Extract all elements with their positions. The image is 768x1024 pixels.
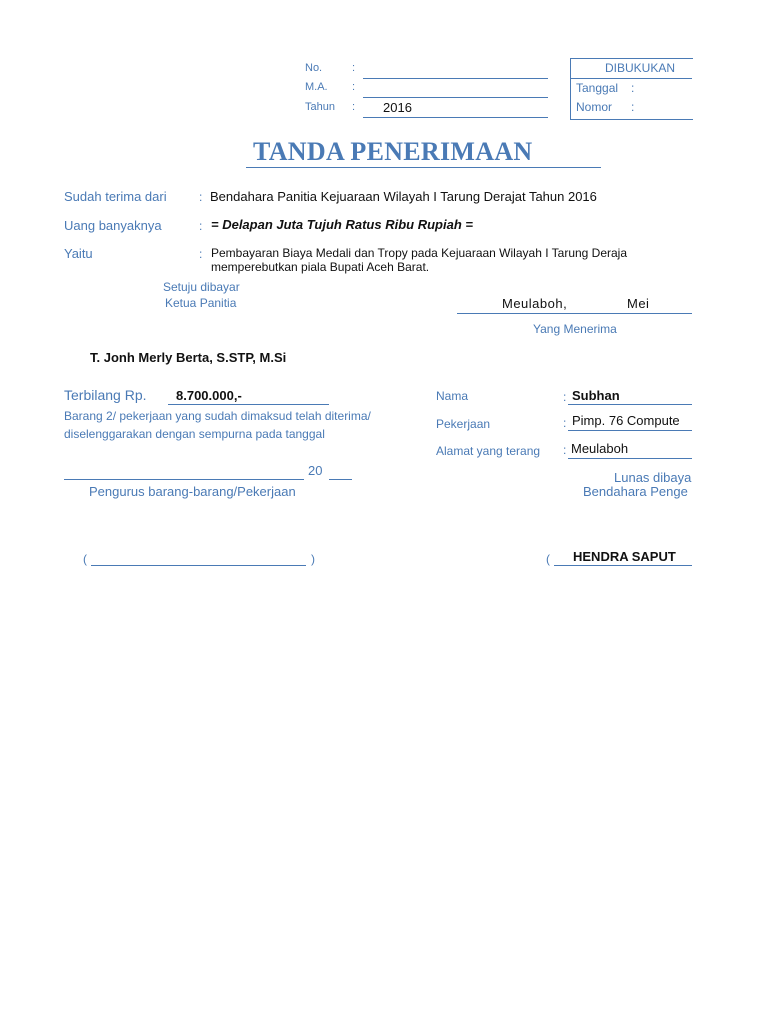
- alamat-label: Alamat yang terang: [436, 444, 541, 458]
- nama-colon: :: [563, 390, 567, 404]
- nama-label: Nama: [436, 389, 469, 403]
- no-label: No.: [305, 62, 323, 74]
- uang-banyaknya-label: Uang banyaknya: [64, 218, 162, 233]
- pekerjaan-label: Pekerjaan: [436, 417, 491, 431]
- year-prefix: 20: [308, 463, 323, 478]
- uang-banyaknya-value: = Delapan Juta Tujuh Ratus Ribu Rupiah =: [211, 217, 473, 232]
- lunas-label: Lunas dibaya: [614, 470, 692, 485]
- left-paren-open: (: [83, 552, 87, 566]
- dibukukan-title: DIBUKUKAN: [605, 61, 676, 75]
- yaitu-colon: :: [199, 247, 203, 261]
- ma-label: M.A.: [305, 81, 328, 93]
- ma-line: [363, 97, 548, 98]
- pekerjaan-line: [568, 430, 692, 431]
- dibukukan-divider: [570, 78, 692, 79]
- tanggal-label: Tanggal: [576, 81, 619, 95]
- nama-line: [568, 404, 692, 405]
- bendahara-name: HENDRA SAPUT: [573, 549, 676, 564]
- tahun-colon: :: [352, 101, 356, 113]
- sudah-terima-dari-label: Sudah terima dari: [64, 189, 167, 204]
- sudah-terima-dari-value: Bendahara Panitia Kejuaraan Wilayah I Tarung Derajat Tahun 2016: [210, 189, 597, 204]
- pekerjaan-colon: :: [563, 416, 567, 430]
- pengurus-signature-line: [91, 565, 306, 566]
- city-label: Meulaboh,: [502, 296, 568, 311]
- yaitu-label: Yaitu: [64, 246, 93, 261]
- ma-colon: :: [352, 81, 356, 93]
- alamat-line: [568, 458, 692, 459]
- nomor-colon: :: [631, 100, 635, 114]
- ketua-panitia: Ketua Panitia: [165, 296, 237, 310]
- delivery-date-line: [64, 479, 304, 480]
- nama-value: Subhan: [572, 388, 620, 403]
- setuju-dibayar: Setuju dibayar: [163, 280, 240, 294]
- amount-line: [168, 404, 329, 405]
- page-title: TANDA PENERIMAAN: [253, 137, 533, 166]
- right-paren-open: (: [546, 552, 550, 566]
- ketua-name: T. Jonh Merly Berta, S.STP, M.Si: [90, 350, 287, 365]
- tahun-value: 2016: [383, 100, 412, 115]
- note-line-1: Barang 2/ pekerjaan yang sudah dimaksud telah diterima/: [64, 409, 371, 423]
- no-line: [363, 78, 548, 79]
- sudah-terima-colon: :: [199, 190, 203, 204]
- yaitu-line-2: memperebutkan piala Bupati Aceh Barat.: [211, 260, 430, 274]
- tahun-label: Tahun: [305, 101, 335, 113]
- alamat-colon: :: [563, 443, 567, 457]
- tanggal-colon: :: [631, 81, 635, 95]
- no-colon: :: [352, 62, 356, 74]
- tahun-line: [363, 117, 548, 118]
- year-line: [329, 479, 352, 480]
- alamat-value: Meulaboh: [571, 441, 629, 456]
- pekerjaan-value: Pimp. 76 Compute: [572, 413, 680, 428]
- amount-value: 8.700.000,-: [176, 388, 242, 403]
- yang-menerima: Yang Menerima: [533, 322, 617, 336]
- date-line: [457, 313, 692, 314]
- nomor-label: Nomor: [576, 100, 613, 114]
- bendahara-signature-line: [554, 565, 692, 566]
- bendahara-label: Bendahara Penge: [583, 484, 688, 499]
- note-line-2: diselenggarakan dengan sempurna pada tanggal: [64, 427, 325, 441]
- title-underline: [246, 167, 601, 168]
- terbilang-label: Terbilang Rp.: [64, 387, 147, 403]
- month-label: Mei: [627, 296, 650, 311]
- uang-banyaknya-colon: :: [199, 219, 203, 233]
- yaitu-line-1: Pembayaran Biaya Medali dan Tropy pada Kejuaraan Wilayah I Tarung Deraja: [211, 246, 628, 260]
- left-paren-close: ): [311, 552, 315, 566]
- pengurus-label: Pengurus barang-barang/Pekerjaan: [89, 484, 296, 499]
